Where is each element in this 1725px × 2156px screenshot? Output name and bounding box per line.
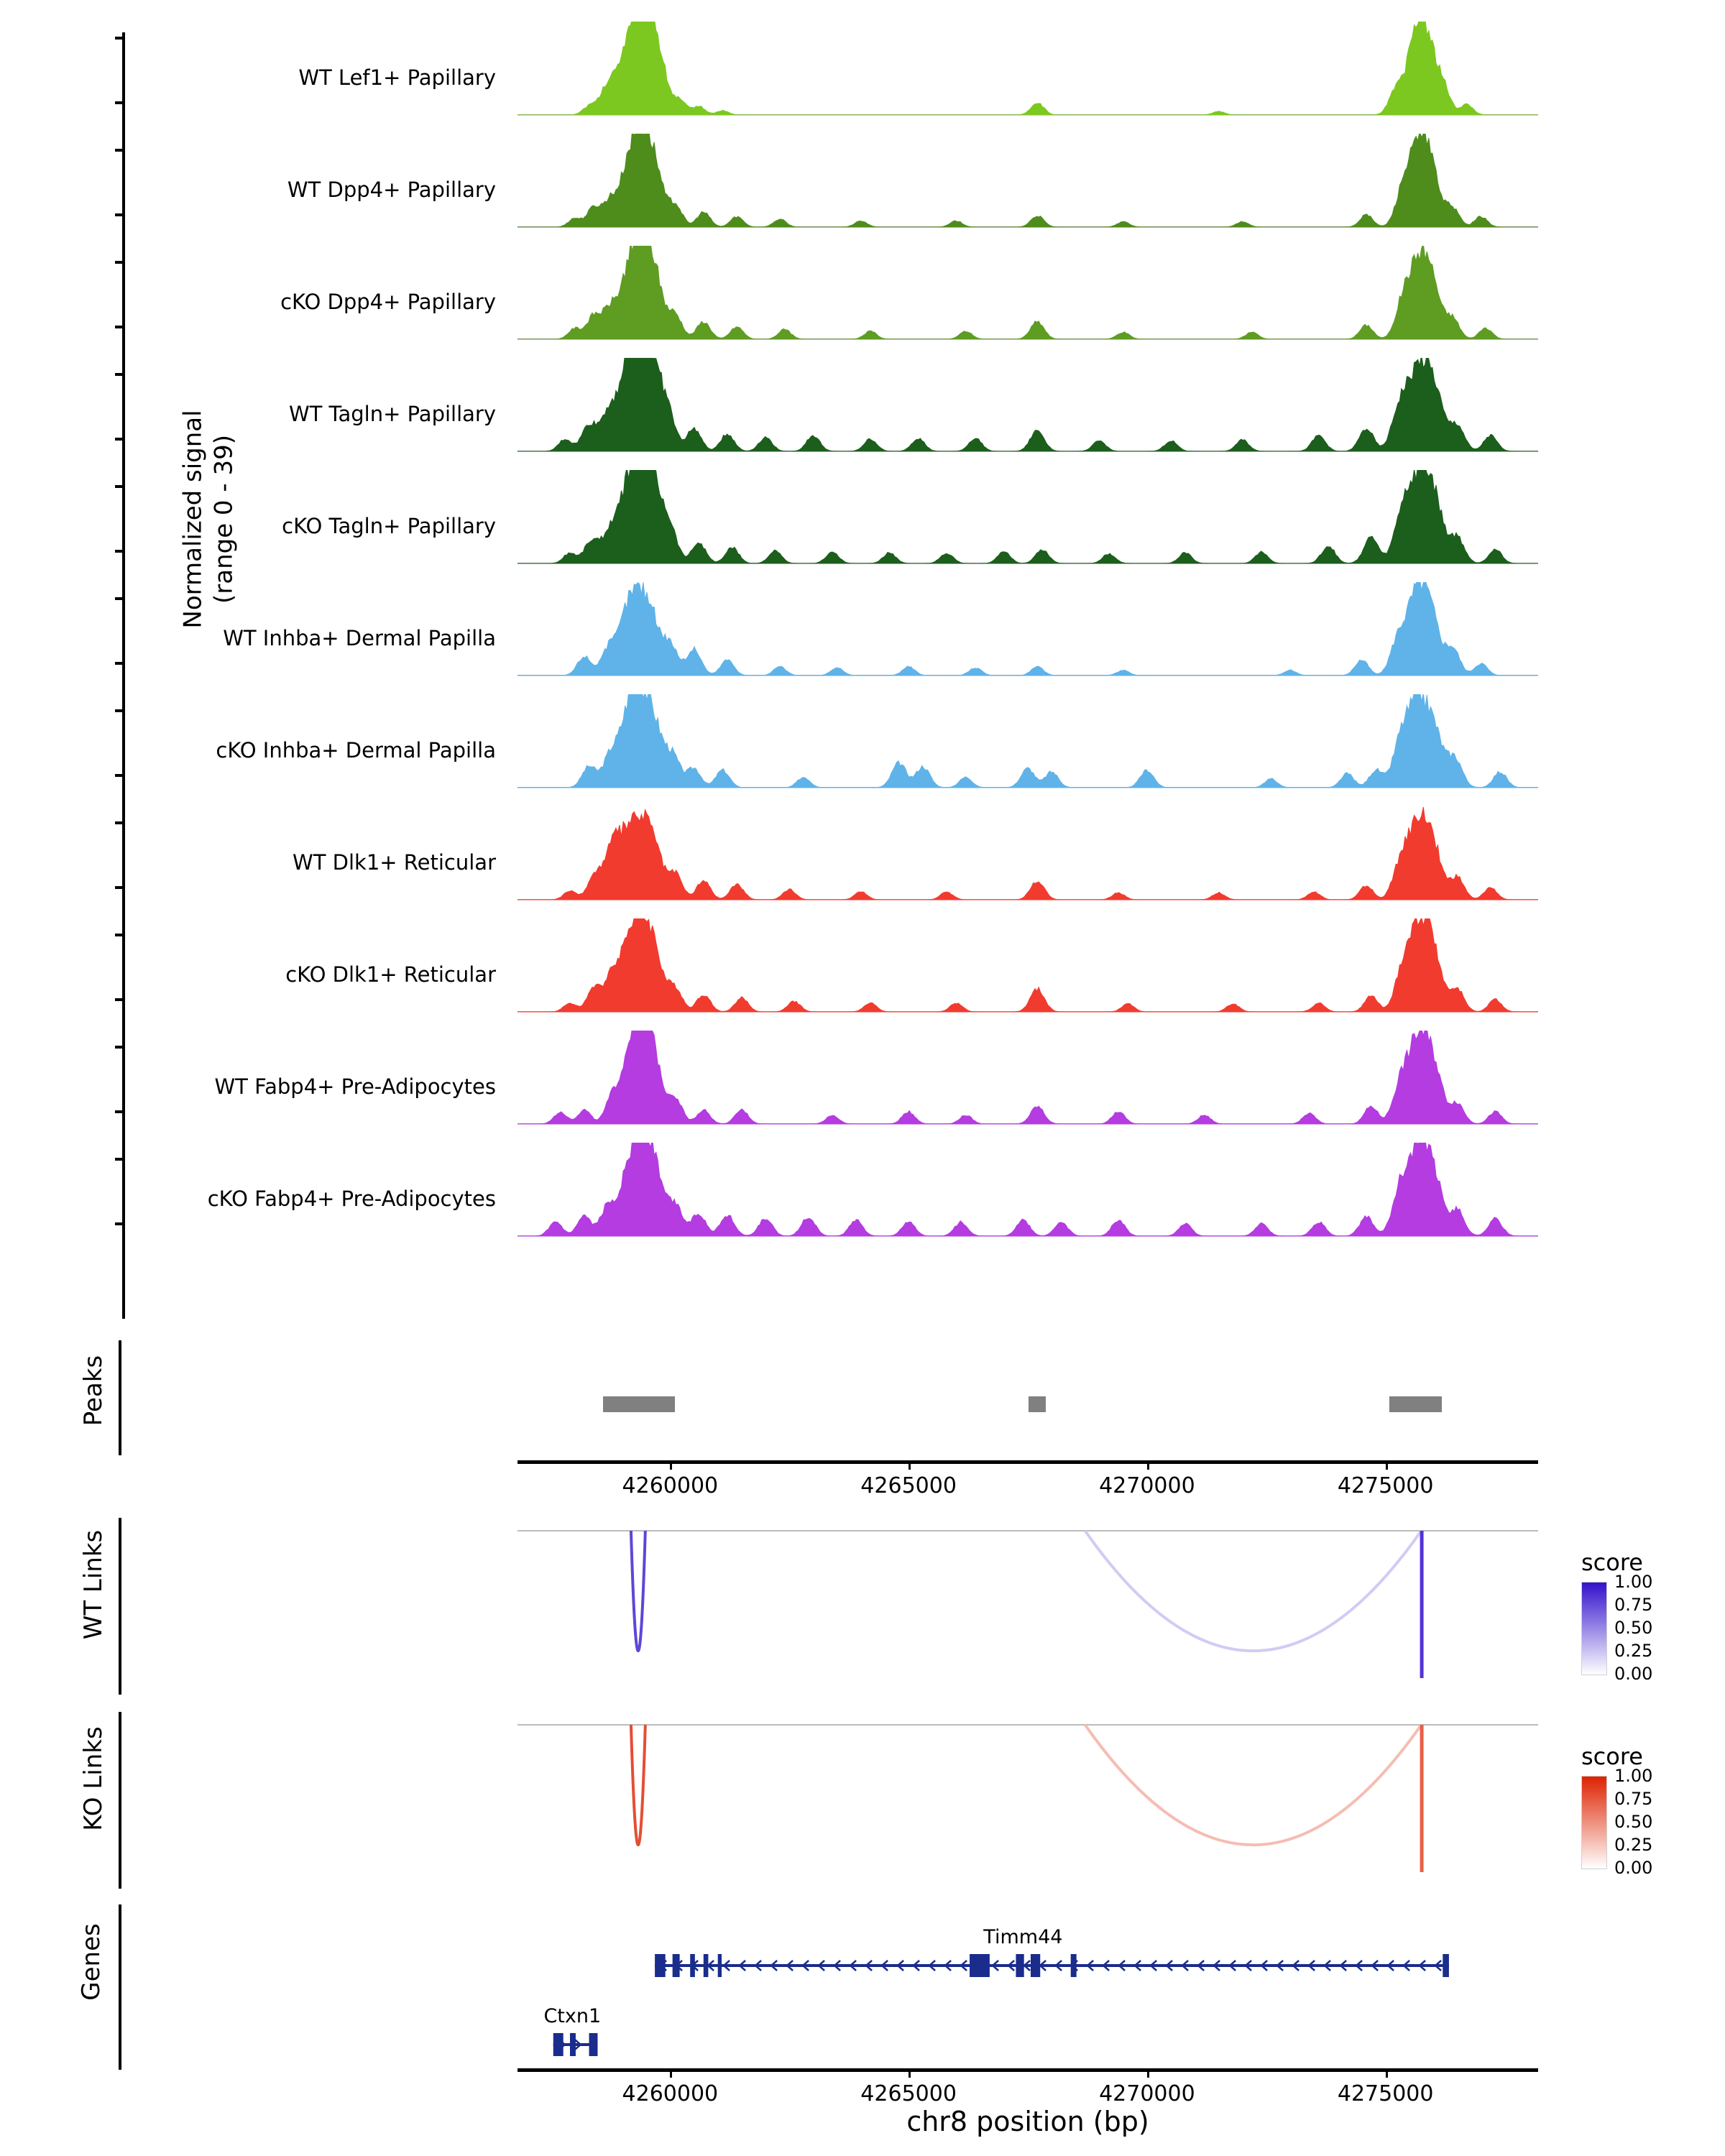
- coverage-track-label: cKO Dlk1+ Reticular: [285, 962, 496, 987]
- coverage-track: [0, 806, 1725, 918]
- legend-tick-label: 0.25: [1614, 1835, 1653, 1855]
- coverage-y-axis-label-line2: (range 0 - 39): [209, 435, 238, 604]
- peaks-axis-spine: [119, 1340, 121, 1455]
- peaks-axis: [115, 1340, 125, 1455]
- ko-links-plot: [518, 1703, 1538, 1897]
- coverage-track-label: cKO Dpp4+ Papillary: [280, 290, 496, 314]
- coverage-track-label: WT Fabp4+ Pre-Adipocytes: [214, 1074, 496, 1099]
- peaks-plot: [518, 1333, 1538, 1462]
- link-arc: [631, 1725, 645, 1845]
- gene-exon: [589, 2033, 598, 2056]
- gene-exon: [704, 1954, 709, 1977]
- x-axis-title: chr8 position (bp): [906, 2106, 1149, 2137]
- coverage-signal-area: [518, 1143, 1538, 1255]
- ko-links-legend-gradient: [1581, 1776, 1607, 1869]
- link-arc: [631, 1531, 645, 1651]
- coverage-track-plot: [518, 1143, 1538, 1255]
- legend-tick-label: 1.00: [1614, 1766, 1653, 1786]
- coverage-track-label: cKO Tagln+ Papillary: [282, 514, 496, 538]
- x-axis-tick-label: 4265000: [860, 2081, 957, 2106]
- coverage-track-label: WT Lef1+ Papillary: [298, 65, 496, 90]
- coverage-track: [0, 694, 1725, 806]
- peaks-panel: [0, 1333, 1725, 1462]
- gene-exon: [690, 1954, 695, 1977]
- coverage-signal-area: [518, 22, 1538, 134]
- links-arcs: [518, 1509, 1538, 1703]
- genes-axis: [115, 1904, 125, 2070]
- gene-exon: [970, 1954, 990, 1977]
- coverage-signal-area: [518, 246, 1538, 358]
- coverage-signal-area: [518, 582, 1538, 694]
- coverage-track-plot: [518, 582, 1538, 694]
- coverage-signal-area: [518, 470, 1538, 582]
- x-axis-tick-label: 4270000: [1099, 2081, 1195, 2106]
- gene-exon: [655, 1954, 666, 1977]
- gene-exon: [570, 2033, 576, 2056]
- coverage-track: [0, 358, 1725, 470]
- legend-tick-label: 0.25: [1614, 1641, 1653, 1661]
- coverage-track-plot: [518, 22, 1538, 134]
- gene-name-label: Ctxn1: [543, 2005, 602, 2027]
- x-axis-tick-label: 4265000: [860, 1473, 957, 1498]
- peak-region: [1389, 1396, 1442, 1412]
- legend-tick-label: 0.00: [1614, 1664, 1653, 1684]
- x-axis-tick: [908, 2068, 911, 2078]
- x-axis-tick-label: 4275000: [1337, 2081, 1434, 2106]
- x-axis-top: [518, 1460, 1538, 1511]
- coverage-track-plot: [518, 246, 1538, 358]
- wt-links-score-legend: [1581, 1549, 1725, 1684]
- x-axis-tick-label: 4270000: [1099, 1473, 1195, 1498]
- ko-links-legend-body: [1581, 1766, 1725, 1878]
- wt-links-label: WT Links: [79, 1529, 108, 1640]
- coverage-signal-area: [518, 358, 1538, 470]
- x-axis-tick-label: 4260000: [622, 1473, 719, 1498]
- coverage-track-plot: [518, 134, 1538, 246]
- gene-exon: [1016, 1954, 1024, 1977]
- wt-links-axis: [115, 1518, 125, 1695]
- ko-links-legend-ticks: [1614, 1766, 1701, 1878]
- ko-links-axis-spine: [119, 1712, 121, 1889]
- coverage-track: [0, 470, 1725, 582]
- peak-region: [1029, 1396, 1046, 1412]
- wt-links-legend-gradient: [1581, 1582, 1607, 1675]
- coverage-track: [0, 1143, 1725, 1255]
- legend-tick-label: 0.50: [1614, 1812, 1653, 1832]
- coverage-signal-area: [518, 918, 1538, 1031]
- coverage-track: [0, 22, 1725, 134]
- coverage-signal-area: [518, 694, 1538, 806]
- x-axis-tick: [1386, 2068, 1388, 2078]
- coverage-track-plot: [518, 470, 1538, 582]
- ko-links-score-legend: [1581, 1743, 1725, 1878]
- coverage-track: [0, 918, 1725, 1031]
- gene-exon: [553, 2033, 564, 2056]
- x-axis-tick: [1147, 2068, 1149, 2078]
- ko-links-label: KO Links: [79, 1726, 108, 1831]
- coverage-track: [0, 1031, 1725, 1143]
- coverage-track-label: WT Dlk1+ Reticular: [293, 850, 496, 875]
- peak-region: [603, 1396, 675, 1412]
- genes-plot: [518, 1897, 1538, 2077]
- gene-name-label: Timm44: [983, 1926, 1063, 1948]
- coverage-track: [0, 246, 1725, 358]
- gene-exon: [1443, 1954, 1449, 1977]
- coverage-track-label: cKO Inhba+ Dermal Papilla: [216, 738, 496, 763]
- peaks-label: Peaks: [79, 1355, 108, 1427]
- x-axis-tick: [670, 2068, 672, 2078]
- ko-links-axis: [115, 1712, 125, 1889]
- wt-links-legend-title: score: [1581, 1549, 1643, 1576]
- gene-exon: [1071, 1954, 1077, 1977]
- legend-tick-label: 0.50: [1614, 1618, 1653, 1638]
- legend-tick-label: 1.00: [1614, 1572, 1653, 1592]
- ko-links-legend-title: score: [1581, 1743, 1643, 1770]
- x-axis-tick-label: 4275000: [1337, 1473, 1434, 1498]
- coverage-track-label: WT Tagln+ Papillary: [288, 402, 496, 426]
- coverage-track-label: WT Inhba+ Dermal Papilla: [223, 626, 496, 650]
- coverage-track-plot: [518, 806, 1538, 918]
- wt-links-panel: [0, 1509, 1725, 1703]
- coverage-signal-area: [518, 1031, 1538, 1143]
- coverage-track-label: WT Dpp4+ Papillary: [287, 178, 496, 202]
- ko-links-panel: [0, 1703, 1725, 1897]
- link-arc: [1085, 1725, 1422, 1845]
- coverage-track-label: cKO Fabp4+ Pre-Adipocytes: [207, 1187, 496, 1211]
- coverage-y-axis-label-line1: Normalized signal: [178, 410, 208, 629]
- x-axis-tick: [908, 1460, 911, 1470]
- links-arcs: [518, 1703, 1538, 1897]
- coverage-track-plot: [518, 918, 1538, 1031]
- coverage-track: [0, 134, 1725, 246]
- coverage-signal-area: [518, 806, 1538, 918]
- x-axis-tick: [1386, 1460, 1388, 1470]
- legend-tick-label: 0.75: [1614, 1595, 1653, 1615]
- x-axis-tick-label: 4260000: [622, 2081, 719, 2106]
- coverage-track-plot: [518, 358, 1538, 470]
- gene-exon: [1031, 1954, 1040, 1977]
- genes-axis-spine: [119, 1904, 121, 2070]
- coverage-signal-area: [518, 134, 1538, 246]
- wt-links-legend-body: [1581, 1572, 1725, 1684]
- coverage-track-plot: [518, 1031, 1538, 1143]
- wt-links-axis-spine: [119, 1518, 121, 1695]
- x-axis-tick: [670, 1460, 672, 1470]
- x-axis-tick: [1147, 1460, 1149, 1470]
- link-arc: [1085, 1531, 1422, 1651]
- legend-tick-label: 0.75: [1614, 1789, 1653, 1809]
- wt-links-legend-ticks: [1614, 1572, 1701, 1684]
- wt-links-plot: [518, 1509, 1538, 1703]
- coverage-track-plot: [518, 694, 1538, 806]
- gene-models: [518, 1897, 1538, 2077]
- coverage-track: [0, 582, 1725, 694]
- gene-exon: [718, 1954, 722, 1977]
- gene-exon: [673, 1954, 680, 1977]
- genes-label: Genes: [77, 1923, 106, 2001]
- legend-tick-label: 0.00: [1614, 1858, 1653, 1878]
